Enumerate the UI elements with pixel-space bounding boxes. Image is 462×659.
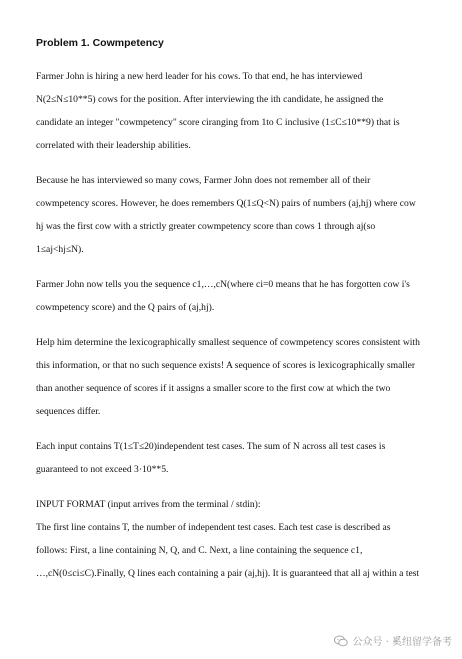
text-line: than another sequence of scores if it assigns a smaller score to the first cow at which the two (36, 383, 391, 394)
text-line: The first line contains T, the number of independent test cases. Each test case is described as (36, 522, 391, 533)
text-line: Farmer John is hiring a new herd leader for his cows. To that end, he has interviewed (36, 71, 363, 82)
text-line: Help him determine the lexicographically smallest sequence of cowmpetency scores consistent with (36, 337, 420, 348)
paragraph-memory (36, 169, 431, 261)
text-line: cowmpetency scores. However, he does remembers Q(1≤Q<N) pairs of numbers (aj,hj) where cow (36, 198, 416, 209)
text-line: …,cN(0≤ci≤C).Finally, Q lines each containing a pair (aj,hj). It is guaranteed that all aj within a test (36, 568, 420, 579)
paragraph-sequence (36, 273, 431, 319)
text-line: hj was the first cow with a strictly greater cowmpetency score than cows 1 through aj(so (36, 221, 376, 232)
watermark (334, 633, 452, 648)
text-line: cowmpetency score) and the Q pairs of (aj,hj). (36, 302, 215, 313)
text-line: Each input contains T(1≤T≤20)independent test cases. The sum of N across all test cases is (36, 441, 386, 452)
text-line: this information, or that no such sequence exists! A sequence of scores is lexicographically smaller (36, 360, 416, 371)
wechat-icon (334, 635, 348, 647)
paragraph-task (36, 331, 431, 423)
watermark-text: 公众号 · 奚纽留学备考 (352, 637, 452, 648)
text-line: 1≤aj<hj≤N). (36, 244, 84, 255)
problem-title: Problem 1. Cowmpetency (36, 37, 164, 49)
paragraph-input-format (36, 493, 431, 585)
document-body (36, 36, 431, 585)
text-line: guaranteed to not exceed 3·10**5. (36, 464, 169, 475)
paragraph-intro (36, 65, 431, 157)
text-line: INPUT FORMAT (input arrives from the terminal / stdin): (36, 499, 261, 510)
text-line: follows: First, a line containing N, Q, and C. Next, a line containing the sequence c1, (36, 545, 363, 556)
text-line: candidate an integer "cowmpetency" score ciranging from 1to C inclusive (1≤C≤10**9) that is (36, 117, 400, 128)
text-line: sequences differ. (36, 406, 101, 417)
paragraph-constraints (36, 435, 431, 481)
text-line: Because he has interviewed so many cows, Farmer John does not remember all of their (36, 175, 371, 186)
text-line: Farmer John now tells you the sequence c1,…,cN(where ci=0 means that he has forgotten cow i's (36, 279, 410, 290)
text-line: N(2≤N≤10**5) cows for the position. After interviewing the ith candidate, he assigned the (36, 94, 384, 105)
text-line: correlated with their leadership abilities. (36, 140, 191, 151)
